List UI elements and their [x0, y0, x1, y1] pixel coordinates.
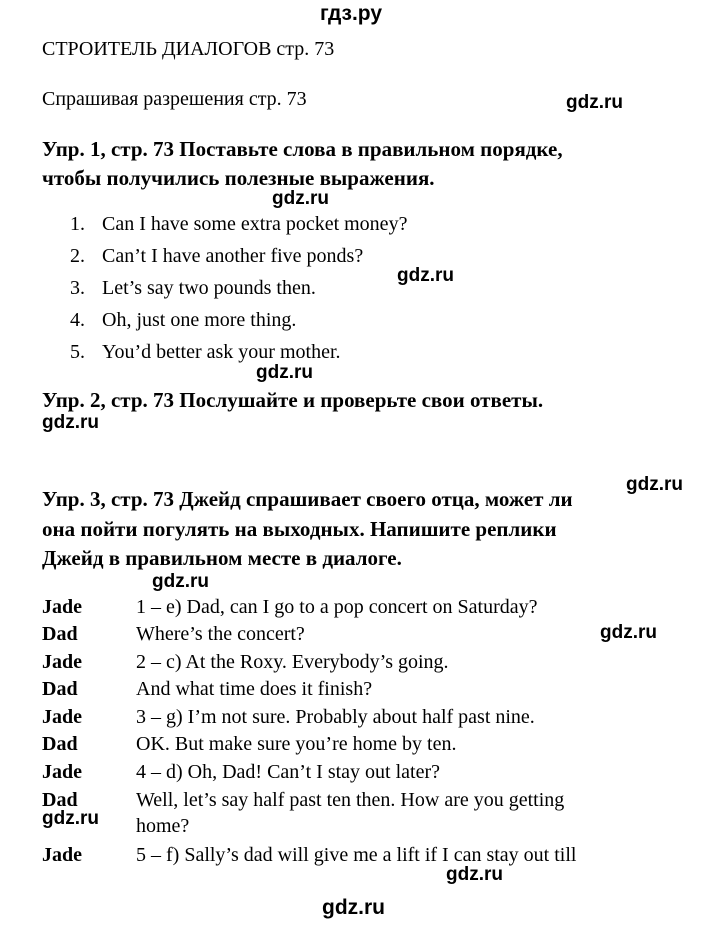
dialogue-speaker: Jade [42, 596, 82, 618]
dialogue-speaker: Jade [42, 706, 82, 728]
watermark: gdz.ru [566, 92, 623, 113]
list-item-text: Oh, just one more thing. [102, 309, 297, 331]
site-header: гдз.ру [320, 2, 383, 25]
list-item-text: Can’t I have another five ponds? [102, 245, 364, 267]
list-item-number: 4. [70, 309, 85, 331]
watermark: gdz.ru [256, 362, 313, 383]
dialogue-line: 3 – g) I’m not sure. Probably about half past nine. [136, 706, 535, 728]
watermark: gdz.ru [42, 808, 99, 829]
page-subtitle: Спрашивая разрешения стр. 73 [42, 88, 307, 110]
list-item-number: 3. [70, 277, 85, 299]
dialogue-speaker: Jade [42, 651, 82, 673]
dialogue-speaker: Dad [42, 623, 78, 645]
list-item [70, 309, 296, 332]
dialogue-speaker: Dad [42, 733, 78, 755]
dialogue-line: 2 – c) At the Roxy. Everybody’s going. [136, 651, 449, 673]
dialogue-line: And what time does it finish? [136, 678, 373, 700]
dialogue-speaker: Dad [42, 789, 78, 811]
list-item-text: Can I have some extra pocket money? [102, 213, 408, 235]
dialogue-line: 5 – f) Sally’s dad will give me a lift if I can stay out till [136, 844, 577, 866]
dialogue-speaker: Dad [42, 678, 78, 700]
list-item-number: 5. [70, 341, 85, 363]
watermark: gdz.ru [152, 571, 209, 592]
dialogue-line-continuation: home? [136, 815, 190, 837]
ex3-heading-line2: она пойти погулять на выходных. Напишите реплики [42, 517, 557, 541]
dialogue-line: OK. But make sure you’re home by ten. [136, 733, 457, 755]
ex1-heading-line2: чтобы получились полезные выражения. [42, 166, 435, 190]
list-item-text: Let’s say two pounds then. [102, 277, 316, 299]
list-item [70, 277, 316, 300]
dialogue-line: Well, let’s say half past ten then. How are you getting [136, 789, 565, 811]
ex2-heading: Упр. 2, стр. 73 Послушайте и проверьте свои ответы. [42, 388, 544, 412]
dialogue-line: 4 – d) Oh, Dad! Can’t I stay out later? [136, 761, 440, 783]
list-item-text: You’d better ask your mother. [102, 341, 341, 363]
list-item [70, 341, 341, 364]
watermark: gdz.ru [626, 474, 683, 495]
list-item [70, 245, 363, 268]
watermark: gdz.ru [446, 864, 503, 885]
list-item-number: 2. [70, 245, 85, 267]
ex3-heading-line3: Джейд в правильном месте в диалоге. [42, 546, 402, 570]
list-item [70, 213, 407, 236]
dialogue-speaker: Jade [42, 844, 82, 866]
watermark: gdz.ru [272, 188, 329, 209]
watermark: gdz.ru [322, 896, 385, 919]
watermark: gdz.ru [42, 412, 99, 433]
watermark: gdz.ru [600, 622, 657, 643]
dialogue-speaker: Jade [42, 761, 82, 783]
ex1-heading-line1: Упр. 1, стр. 73 Поставьте слова в правильном порядке, [42, 137, 563, 161]
dialogue-line: 1 – e) Dad, can I go to a pop concert on Saturday? [136, 596, 538, 618]
page-title: СТРОИТЕЛЬ ДИАЛОГОВ стр. 73 [42, 38, 335, 60]
watermark: gdz.ru [397, 265, 454, 286]
dialogue-line: Where’s the concert? [136, 623, 305, 645]
ex3-heading-line1: Упр. 3, стр. 73 Джейд спрашивает своего отца, может ли [42, 487, 573, 511]
list-item-number: 1. [70, 213, 85, 235]
